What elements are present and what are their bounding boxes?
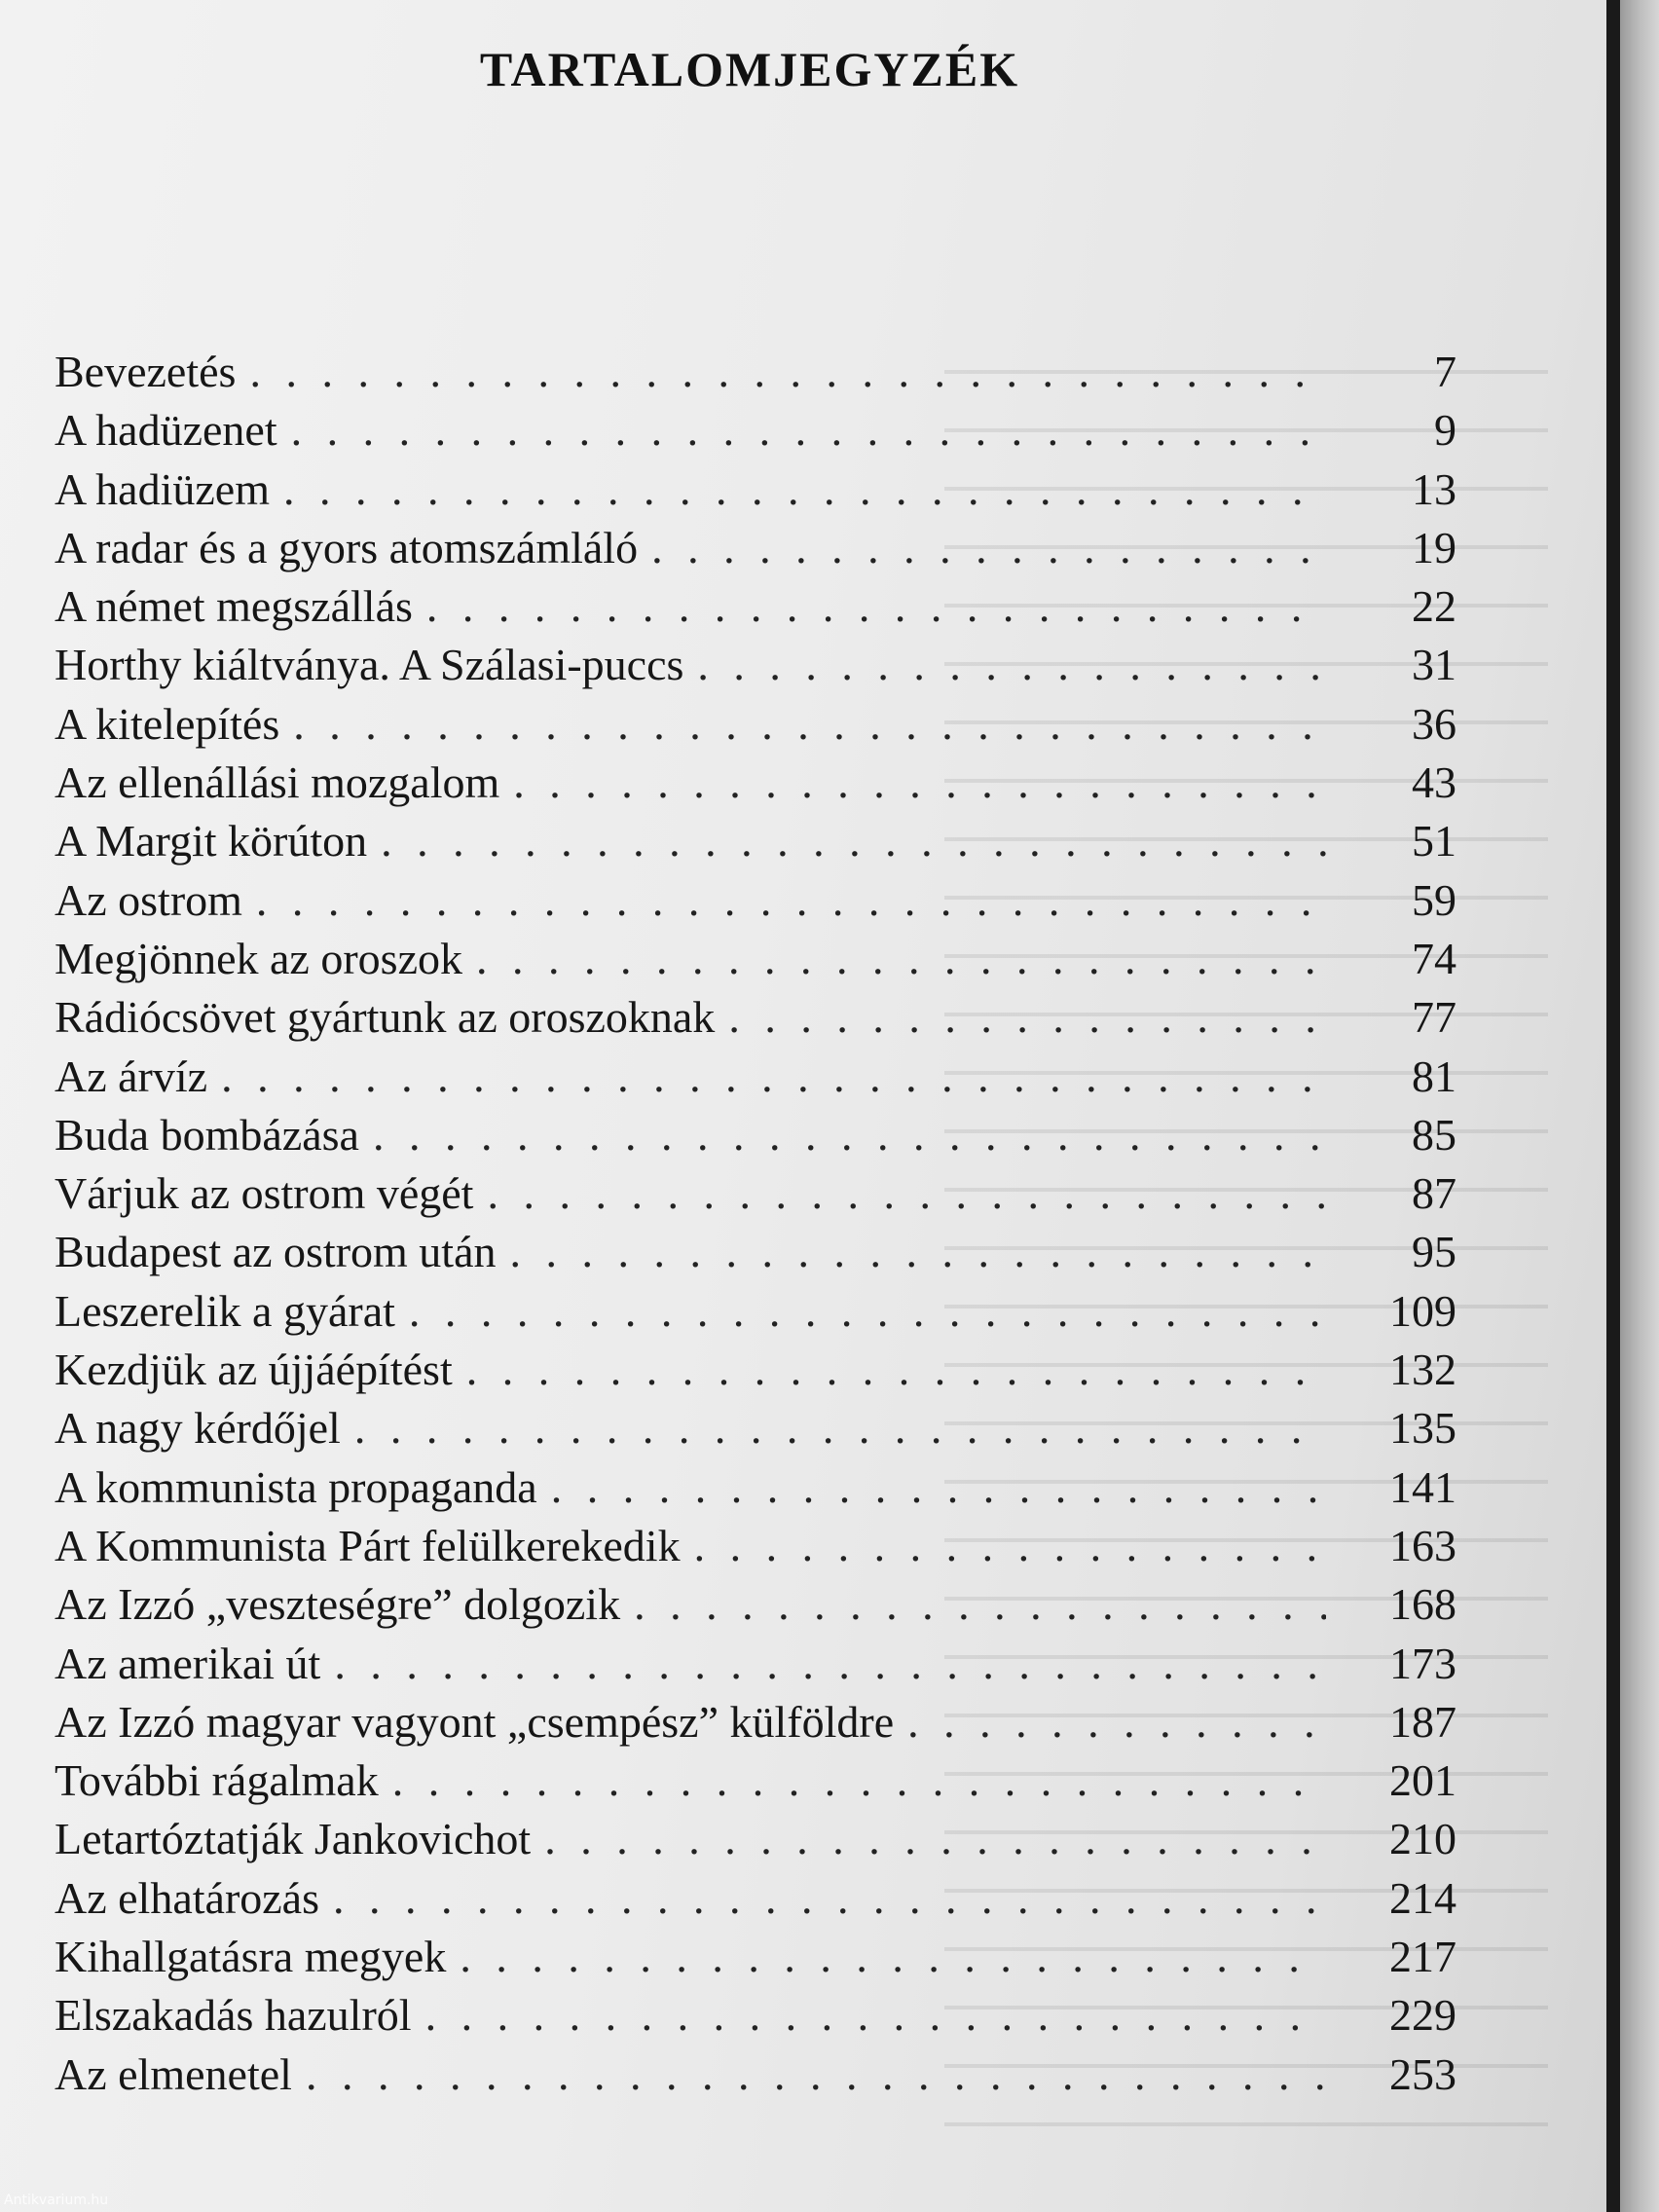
- toc-entry-page-number: 173: [1389, 1638, 1456, 1688]
- toc-entry-page-number: 19: [1412, 522, 1456, 572]
- toc-entry: [55, 1928, 1456, 1986]
- toc-entry-page-number: 229: [1389, 1990, 1456, 2041]
- toc-entry-title: Az Izzó „veszteségre” dolgozik: [55, 1579, 621, 1630]
- page-title: TARTALOMJEGYZÉK: [479, 42, 1020, 96]
- toc-entry-page-number: 132: [1389, 1345, 1456, 1395]
- toc-entry: [55, 401, 1456, 460]
- toc-entry: [55, 1341, 1456, 1399]
- dot-leader: [513, 754, 1326, 812]
- toc-entry-page-number: 253: [1389, 2048, 1456, 2099]
- toc-entry: [55, 812, 1456, 870]
- toc-entry: [55, 636, 1456, 694]
- toc-entry-page-number: 187: [1389, 1696, 1456, 1747]
- toc-entry: [55, 1458, 1456, 1517]
- toc-entry: [55, 1635, 1456, 1693]
- dot-leader: [460, 1928, 1326, 1986]
- toc-entry: [55, 461, 1456, 519]
- toc-entry: [55, 1693, 1456, 1751]
- toc-entry-page-number: 13: [1412, 463, 1456, 514]
- dot-leader: [283, 461, 1326, 519]
- dot-leader: [426, 577, 1326, 636]
- toc-entry-title: Buda bombázása: [55, 1109, 359, 1160]
- toc-entry-title: Az elmenetel: [55, 2048, 292, 2099]
- dot-leader: [728, 988, 1326, 1047]
- dot-leader: [425, 1986, 1326, 2045]
- toc-entry-title: A Margit körúton: [55, 816, 368, 866]
- dot-leader: [306, 2046, 1326, 2104]
- toc-entry-page-number: 85: [1412, 1109, 1456, 1160]
- toc-entry-title: A nagy kérdőjel: [55, 1403, 341, 1454]
- toc-entry-page-number: 9: [1434, 405, 1456, 456]
- dot-leader: [510, 1223, 1326, 1281]
- dot-leader: [551, 1458, 1326, 1517]
- toc-entry: [55, 343, 1456, 401]
- toc-entry: [55, 1282, 1456, 1341]
- toc-entry-title: A hadiüzem: [55, 463, 270, 514]
- dot-leader: [476, 930, 1326, 988]
- toc-entry-title: A kitelepítés: [55, 698, 280, 749]
- toc-entry: [55, 1399, 1456, 1457]
- dot-leader: [291, 401, 1326, 460]
- dot-leader: [249, 343, 1326, 401]
- dot-leader: [221, 1048, 1326, 1106]
- toc-entry-title: Az ellenállási mozgalom: [55, 757, 500, 808]
- toc-entry-title: A hadüzenet: [55, 405, 277, 456]
- toc-entry-page-number: 135: [1389, 1403, 1456, 1454]
- toc-entry-title: Várjuk az ostrom végét: [55, 1168, 474, 1219]
- toc-entry: [55, 695, 1456, 754]
- toc-entry: [55, 1048, 1456, 1106]
- toc-entry: [55, 577, 1456, 636]
- dot-leader: [634, 1575, 1326, 1634]
- toc-entry-page-number: 87: [1412, 1168, 1456, 1219]
- toc-entry-page-number: 36: [1412, 698, 1456, 749]
- dot-leader: [466, 1341, 1326, 1399]
- toc-entry-page-number: 163: [1389, 1520, 1456, 1570]
- dot-leader: [256, 871, 1326, 930]
- toc-entry-page-number: 214: [1389, 1872, 1456, 1923]
- toc-entry-page-number: 74: [1412, 933, 1456, 983]
- dot-leader: [392, 1751, 1326, 1810]
- toc-entry-title: Az elhatározás: [55, 1872, 320, 1923]
- dot-leader: [651, 519, 1326, 577]
- toc-entry-title: Elszakadás hazulról: [55, 1990, 412, 2041]
- dot-leader: [544, 1810, 1326, 1868]
- toc-entry-title: Letartóztatják Jankovichot: [55, 1814, 532, 1864]
- toc-entry: [55, 1986, 1456, 2045]
- dot-leader: [333, 1869, 1326, 1928]
- toc-entry-title: Leszerelik a gyárat: [55, 1285, 395, 1336]
- toc-entry: [55, 1517, 1456, 1575]
- toc-entry-title: Az ostrom: [55, 874, 242, 925]
- toc-entry: [55, 1575, 1456, 1634]
- toc-entry: [55, 988, 1456, 1047]
- toc-entry: [55, 1810, 1456, 1868]
- toc-entry-page-number: 31: [1412, 640, 1456, 690]
- toc-entry: [55, 754, 1456, 812]
- dot-leader: [381, 812, 1326, 870]
- toc-entry-page-number: 217: [1389, 1932, 1456, 1982]
- toc-entry-title: Bevezetés: [55, 347, 237, 396]
- toc-entry-page-number: 81: [1412, 1051, 1456, 1101]
- toc-entry-title: Megjönnek az oroszok: [55, 933, 462, 983]
- toc-entry-page-number: 95: [1412, 1227, 1456, 1277]
- toc-entry-title: A radar és a gyors atomszámláló: [55, 522, 639, 572]
- dot-leader: [373, 1106, 1326, 1164]
- toc-entry: [55, 1223, 1456, 1281]
- toc-entry: [55, 930, 1456, 988]
- watermark: Antikvarium.hu: [4, 2193, 109, 2208]
- toc-entry-page-number: 59: [1412, 874, 1456, 925]
- page-edge: [1606, 0, 1620, 2212]
- dot-leader: [293, 695, 1326, 754]
- toc-entry-title: Az Izzó magyar vagyont „csempész” külföldre: [55, 1696, 895, 1747]
- dot-leader: [334, 1635, 1326, 1693]
- toc-entry-page-number: 77: [1412, 992, 1456, 1043]
- toc-entry-title: Kihallgatásra megyek: [55, 1932, 447, 1982]
- toc-entry: [55, 1751, 1456, 1810]
- toc-entry-page-number: 7: [1434, 347, 1456, 396]
- page-edge-shadow: [1620, 0, 1659, 2212]
- toc-entry-page-number: 51: [1412, 816, 1456, 866]
- toc-entry: [55, 519, 1456, 577]
- toc-entry-title: A kommunista propaganda: [55, 1461, 537, 1512]
- toc-entry: [55, 1869, 1456, 1928]
- dot-leader: [694, 1517, 1326, 1575]
- dot-leader: [354, 1399, 1326, 1457]
- toc-entry-title: Horthy kiáltványa. A Szálasi-puccs: [55, 640, 684, 690]
- toc-entry-title: Kezdjük az újjáépítést: [55, 1345, 453, 1395]
- toc-entry-page-number: 22: [1412, 581, 1456, 632]
- toc-entry-page-number: 210: [1389, 1814, 1456, 1864]
- toc-entry-title: Rádiócsövet gyártunk az oroszoknak: [55, 992, 716, 1043]
- toc-entry-page-number: 43: [1412, 757, 1456, 808]
- toc-entry-page-number: 168: [1389, 1579, 1456, 1630]
- dot-leader: [487, 1164, 1326, 1223]
- toc-entry-title: A német megszállás: [55, 581, 413, 632]
- toc-entry-page-number: 201: [1389, 1755, 1456, 1806]
- toc-entry-title: A Kommunista Párt felülkerekedik: [55, 1520, 681, 1570]
- toc-entry-title: További rágalmak: [55, 1755, 379, 1806]
- toc-entry-title: Az amerikai út: [55, 1638, 321, 1688]
- toc-entry-page-number: 141: [1389, 1461, 1456, 1512]
- toc-entry-title: Budapest az ostrom után: [55, 1227, 497, 1277]
- dot-leader: [697, 636, 1326, 694]
- toc-entry: [55, 1164, 1456, 1223]
- dot-leader: [409, 1282, 1326, 1341]
- toc-entry-page-number: 109: [1389, 1285, 1456, 1336]
- toc-entry: [55, 871, 1456, 930]
- table-of-contents: [55, 343, 1456, 2104]
- dot-leader: [907, 1693, 1326, 1751]
- toc-entry: [55, 2046, 1456, 2104]
- toc-entry-title: Az árvíz: [55, 1051, 208, 1101]
- toc-entry: [55, 1106, 1456, 1164]
